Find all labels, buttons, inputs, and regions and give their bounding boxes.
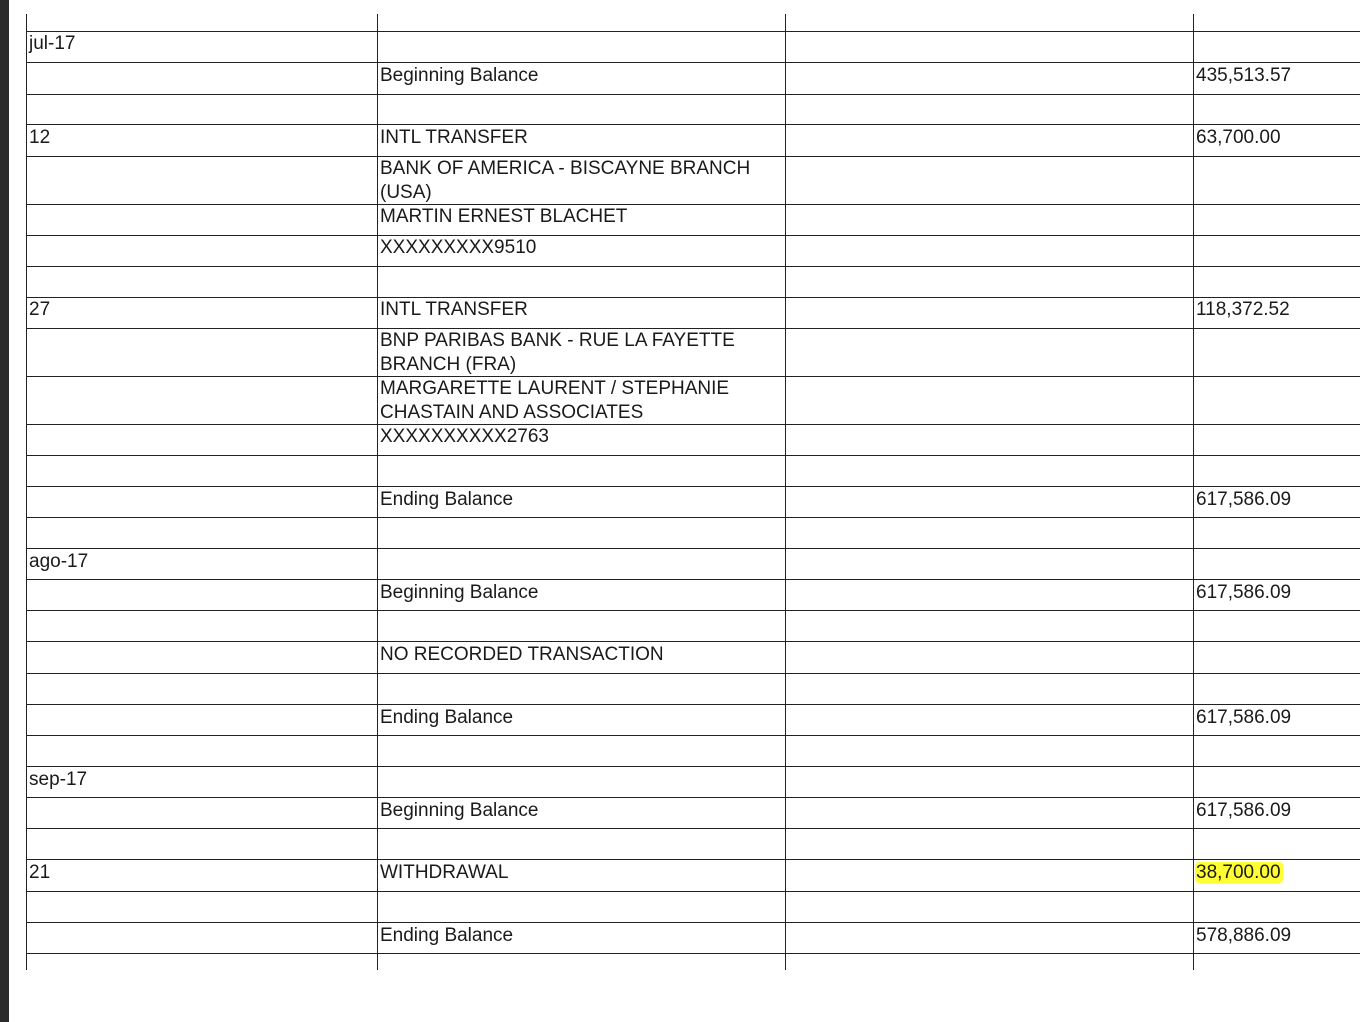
row-divider [26, 62, 1360, 63]
transaction-type: INTL TRANSFER [380, 299, 528, 320]
row-divider [26, 94, 1360, 95]
transaction-bank: BANK OF AMERICA - BISCAYNE BRANCH (USA) [380, 158, 751, 203]
ending-balance-amount: 578,886.09 [1196, 925, 1292, 946]
row-divider [26, 486, 1360, 487]
row-divider [26, 797, 1360, 798]
transaction-account: XXXXXXXXX9510 [380, 237, 537, 258]
transaction-beneficiary: MARGARETTE LAURENT / STEPHANIE CHASTAIN AND ASSOCIATES [380, 378, 730, 423]
statement-table [26, 14, 1360, 970]
row-divider [26, 859, 1360, 860]
beginning-balance-label: Beginning Balance [380, 65, 539, 86]
row-divider [26, 235, 1360, 236]
ending-balance-label: Ending Balance [380, 925, 514, 946]
row-divider [26, 455, 1360, 456]
row-divider [26, 922, 1360, 923]
row-divider [26, 610, 1360, 611]
row-divider [26, 953, 1360, 954]
transaction-account: XXXXXXXXXX2763 [380, 426, 549, 447]
row-divider [26, 641, 1360, 642]
ending-balance-amount: 617,586.09 [1196, 489, 1292, 510]
transaction-day: 27 [29, 299, 51, 320]
row-divider [26, 673, 1360, 674]
month-label-jul: jul-17 [29, 33, 76, 54]
row-divider [26, 735, 1360, 736]
row-divider [26, 891, 1360, 892]
row-divider [26, 579, 1360, 580]
highlighted-amount [1196, 861, 1283, 885]
row-divider [26, 297, 1360, 298]
transaction-day: 21 [29, 862, 51, 883]
beginning-balance-amount: 435,513.57 [1196, 65, 1292, 86]
transaction-beneficiary: MARTIN ERNEST BLACHET [380, 206, 628, 227]
month-label-ago: ago-17 [29, 551, 89, 572]
beginning-balance-amount: 617,586.09 [1196, 582, 1292, 603]
beginning-balance-label: Beginning Balance [380, 582, 539, 603]
row-divider [26, 266, 1360, 267]
highlight-marker: 38,700.00 [1196, 862, 1281, 883]
row-divider [26, 124, 1360, 125]
row-divider [26, 704, 1360, 705]
transaction-type: WITHDRAWAL [380, 862, 509, 883]
ending-balance-label: Ending Balance [380, 489, 514, 510]
no-transaction-note: NO RECORDED TRANSACTION [380, 644, 664, 665]
col-divider-2 [377, 14, 378, 970]
ending-balance-label: Ending Balance [380, 707, 514, 728]
transaction-day: 12 [29, 127, 51, 148]
col-divider-1 [26, 14, 27, 970]
row-divider [26, 548, 1360, 549]
beginning-balance-amount: 617,586.09 [1196, 800, 1292, 821]
row-divider [26, 31, 1360, 32]
row-divider [26, 766, 1360, 767]
transaction-bank: BNP PARIBAS BANK - RUE LA FAYETTE BRANCH (FRA) [380, 330, 735, 375]
row-divider [26, 517, 1360, 518]
transaction-type: INTL TRANSFER [380, 127, 528, 148]
beginning-balance-label: Beginning Balance [380, 800, 539, 821]
col-divider-4 [1193, 14, 1194, 970]
row-divider [26, 828, 1360, 829]
ending-balance-amount: 617,586.09 [1196, 707, 1292, 728]
transaction-amount: 118,372.52 [1196, 299, 1290, 320]
transaction-amount: 63,700.00 [1196, 127, 1281, 148]
viewer-left-edge [0, 0, 9, 1022]
month-label-sep: sep-17 [29, 769, 88, 790]
col-divider-3 [785, 14, 786, 970]
